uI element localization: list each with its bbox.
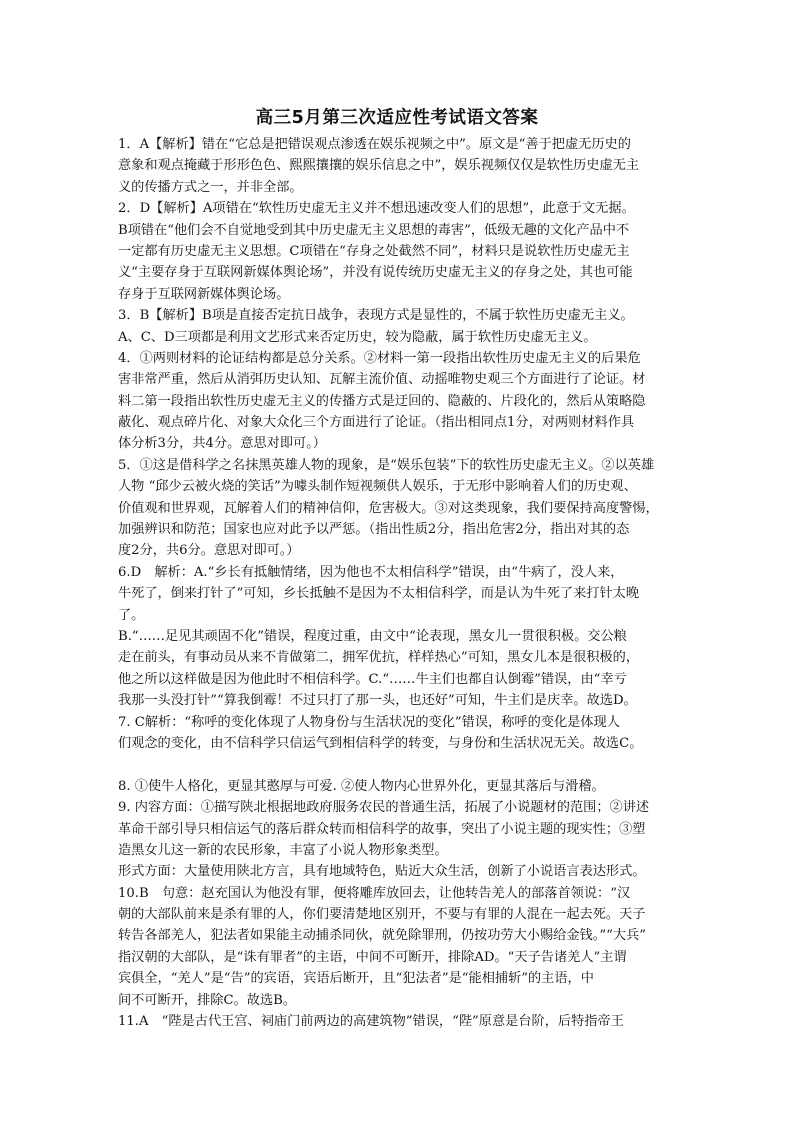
answer-text-line: 1．A【解析】错在“它总是把错误观点渗透在娱乐视频之中”。原文是“善于把虚无历史的 [118, 137, 631, 152]
answer-text-line: 5．①这是借科学之名抹黑英雄人物的现象，是“娱乐包装”下的软性历史虚无主义。②以英雄 [118, 457, 655, 473]
answer-text-line: 转告各部羌人，犯法者如果能主动捕杀同伙，就免除罪刑，仍按功劳大小赐给金钱。”“大兵” [118, 928, 646, 944]
answer-text-line: 度2分，共6分。意思对即可。） [118, 543, 300, 559]
answer-text-line: B.“……足见其顽固不化”错误，程度过重，由文中“论表现，黑女儿一贯很积极。交公粮 [118, 628, 627, 644]
page-title: 高三5月第三次适应性考试语文答案 [255, 108, 539, 128]
answer-text-line: 走在前头，有事动员从来不肯做第二，拥军优抗，样样热心”可知，黑女儿本是很积极的， [118, 650, 640, 666]
answer-text-line: 加强辨识和防范；国家也应对此予以严惩。（指出性质2分，指出危害2分，指出对其的态 [118, 522, 630, 538]
answer-text-line: 体分析3分，共4分。意思对即可。） [118, 436, 326, 452]
answer-text-line: 他之所以这样做是因为他此时不相信科学。C.“……牛主们也都自认倒霉”错误，由“幸亏 [118, 671, 627, 687]
answer-text-line: 们观念的变化，由不信科学只信运气到相信科学的转变，与身份和生活状况无关。故选C。 [118, 735, 643, 751]
blank-line [118, 754, 678, 775]
answer-text-line: 革命干部引导只相信运气的落后群众转而相信科学的故事，突出了小说主题的现实性；③塑 [118, 821, 646, 837]
answer-text-line: 人物 “邱少云被火烧的笑话”为噱头制作短视频供人娱乐，于无形中影响着人们的历史观、 [118, 479, 637, 495]
answer-text-line: 2．D【解析】A项错在“软性历史虚无主义并不想迅速改变人们的思想”，此意于文无据。 [118, 201, 635, 217]
answer-text-line: 间不可断开，排除C。故选B。 [118, 992, 297, 1008]
answer-text-line: 价值观和世界观，瓦解着人们的精神信仰，危害极大。③对这类现象，我们要保持高度警惕， [118, 500, 659, 516]
answer-text-line: 4．①两则材料的论证结构都是总分关系。②材料一第一段指出软性历史虚无主义的后果危 [118, 350, 641, 366]
answer-text-line: 一定都有历史虚无主义思想。C项错在“存身之处截然不同”，材料只是说软性历史虚无主 [118, 243, 630, 259]
answer-text-line: 3．B【解析】B项是直接否定抗日战争，表现方式是显性的，不属于软性历史虚无主义。 [118, 308, 634, 324]
answer-text-line: 义“主要存身于互联网新媒体舆论场”，并没有说传统历史虚无主义的存身之处，其也可能 [118, 265, 633, 281]
answer-text-line: 6.D 解析：A.“乡长有抵触情绪，因为他也不太相信科学”错误，由“牛病了，没人来， [118, 564, 624, 580]
answer-text-line: 义的传播方式之一，并非全部。 [118, 179, 303, 195]
answer-text-line: 了。 [118, 607, 145, 623]
answer-text-line: 宾俱全，“羌人”是“告”的宾语，宾语后断开，且“犯法者”是“能相捕斩”的主语，中 [118, 971, 594, 987]
answer-text-line: 造黑女儿这一新的农民形象，丰富了小说人物形象类型。 [118, 842, 448, 858]
answer-text-line: 10.B 句意：赵充国认为他没有罪，便将雕库放回去，让他转告羌人的部落首领说：“汉 [118, 885, 631, 901]
answer-text-line: 7. C解析：“称呼的变化体现了人物身份与生活状况的变化”错误，称呼的变化是体现人 [118, 714, 620, 730]
answer-text-line: 牛死了，倒来打针了”可知，乡长抵触不是因为不太相信科学，而是认为牛死了来打针太晚 [118, 586, 640, 602]
answer-text-line: 存身于互联网新媒体舆论场。 [118, 286, 290, 302]
answer-text-line: 指汉朝的大部队，是“诛有罪者”的主语，中间不可断开，排除AD。“天子告诸羌人”主谓 [118, 949, 627, 965]
answer-text-line: 料二第一段指出软性历史虚无主义的传播方式是迂回的、隐蔽的、片段化的，然后从策略隐 [118, 393, 646, 409]
answer-text-line: 形式方面：大量使用陕北方言，具有地域特色，贴近大众生活，创新了小说语言表达形式。 [118, 864, 646, 880]
answer-text-line: 蔽化、观点碎片化、对象大众化三个方面进行了论证。（指出相同点1分，对两则材料作具 [118, 415, 635, 431]
answer-text-line: 我那一头没打针”“算我倒霉！不过只打了那一头，也还好”可知，牛主们是庆幸。故选D。 [118, 693, 637, 709]
answer-text-body [118, 134, 678, 1032]
answer-text-line: 意象和观点掩藏于形形色色、熙熙攘攘的娱乐信息之中”，娱乐视频仅仅是软性历史虚无主 [118, 158, 640, 174]
answer-text-line: B项错在“他们会不自觉地受到其中历史虚无主义思想的毒害”，低级无趣的文化产品中不 [118, 222, 630, 238]
answer-text-line: 8. ①使牛人格化，更显其憨厚与可爱. ②使人物内心世界外化，更显其落后与滑稽。 [118, 778, 605, 794]
answer-text-line: 11.A “陛是古代王宫、祠庙门前两边的高建筑物”错误，“陛”原意是台阶，后特指帝王 [118, 1014, 624, 1030]
answer-text-line: 9. 内容方面：①描写陕北根据地政府服务农民的普通生活，拓展了小说题材的范围；②讲述 [118, 800, 650, 816]
answer-text-line: 害非常严重，然后从消弭历史认知、瓦解主流价值、动摇唯物史观三个方面进行了论证。材 [118, 372, 646, 388]
answer-text-line: 朝的大部队前来是杀有罪的人，你们要清楚地区别开，不要与有罪的人混在一起去死。天子 [118, 907, 646, 923]
answer-text-line: A、C、D三项都是利用文艺形式来否定历史，较为隐蔽，属于软性历史虚无主义。 [118, 329, 597, 345]
